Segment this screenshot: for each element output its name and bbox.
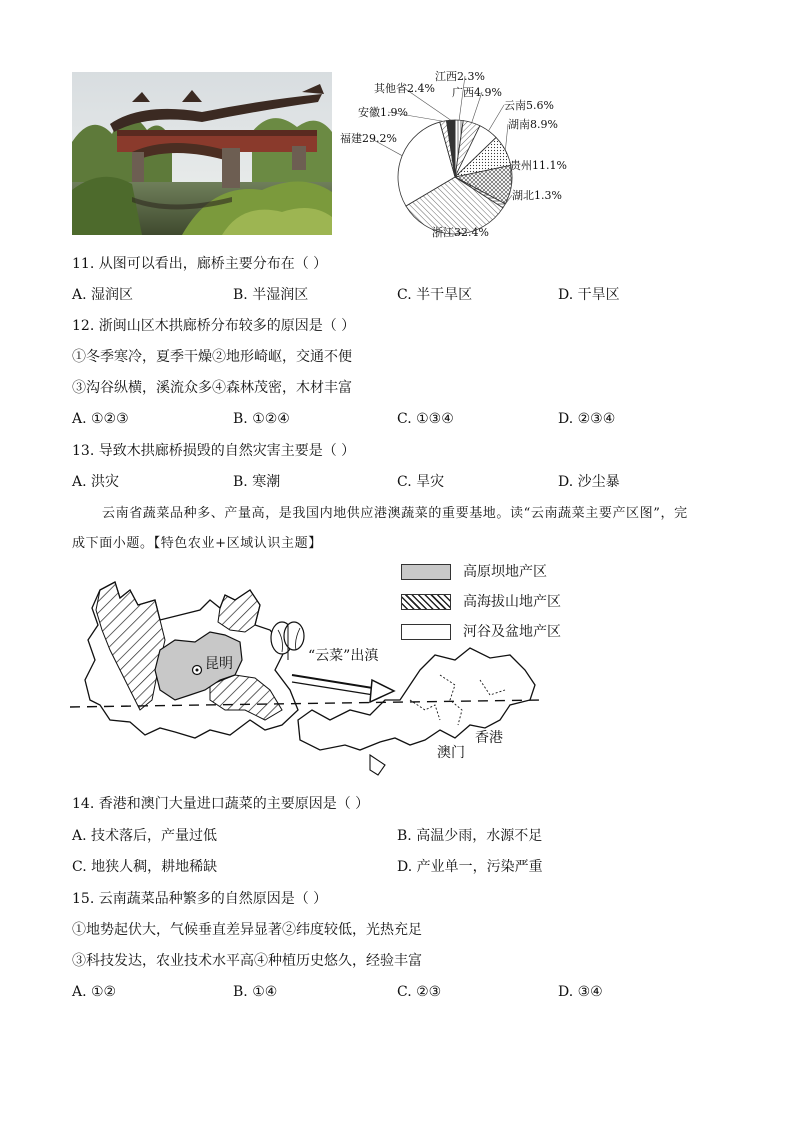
flow-arrow-head xyxy=(370,680,394,702)
q11-option-a[interactable]: A. 湿润区 xyxy=(72,287,134,303)
q11-option-d[interactable]: D. 干旱区 xyxy=(558,287,620,303)
pie-label: 福建29.2% xyxy=(340,132,397,145)
q13-option-a[interactable]: A. 洪灾 xyxy=(72,474,120,490)
hongkong-label: 香港 xyxy=(475,730,503,746)
q14-option-c[interactable]: C. 地狭人稠，耕地稀缺 xyxy=(72,859,218,875)
pie-label: 贵州11.1% xyxy=(510,159,567,172)
legend-label-highland: 高海拔山地产区 xyxy=(463,594,561,610)
pie-label: 浙江32.4% xyxy=(432,226,489,239)
pie-label: 江西2.3% xyxy=(435,70,485,83)
q12-statement-2: ③沟谷纵横，溪流众多④森林茂密，木材丰富 xyxy=(72,380,352,396)
q12-option-d[interactable]: D. ②③④ xyxy=(558,411,616,427)
q11-option-b[interactable]: B. 半湿润区 xyxy=(233,287,309,303)
flow-label: “云菜”出滇 xyxy=(308,648,379,664)
pie-label: 其他省2.4% xyxy=(374,82,435,95)
province-pie-chart xyxy=(340,62,600,247)
pie-label: 安徽1.9% xyxy=(358,106,408,119)
q14-stem: 14. 香港和澳门大量进口蔬菜的主要原因是（ ） xyxy=(72,796,370,812)
q12-statement-1: ①冬季寒冷，夏季干燥②地形崎岖，交通不便 xyxy=(72,349,352,365)
q12-option-c[interactable]: C. ①③④ xyxy=(397,411,454,427)
q12-option-b[interactable]: B. ①②④ xyxy=(233,411,290,427)
pie-label: 广西4.9% xyxy=(452,86,502,99)
pie-label: 云南5.6% xyxy=(504,99,554,112)
q14-option-a[interactable]: A. 技术落后，产量过低 xyxy=(72,828,218,844)
highland-area-north xyxy=(218,590,260,632)
macau-label: 澳门 xyxy=(437,745,465,761)
intro-line-2: 成下面小题。【特色农业+区域认识主题】 xyxy=(72,536,322,551)
q14-option-b[interactable]: B. 高温少雨，水源不足 xyxy=(397,828,543,844)
q15-option-a[interactable]: A. ①② xyxy=(72,984,117,1000)
yunnan-vegetable-map xyxy=(60,560,560,790)
q15-stem: 15. 云南蔬菜品种繁多的自然原因是（ ） xyxy=(72,891,328,907)
q15-option-d[interactable]: D. ③④ xyxy=(558,984,603,1000)
bridge-photo xyxy=(72,72,332,235)
q15-statement-2: ③科技发达，农业技术水平高④种植历史悠久，经验丰富 xyxy=(72,953,422,969)
q13-stem: 13. 导致木拱廊桥损毁的自然灾害主要是（ ） xyxy=(72,443,356,459)
q15-option-c[interactable]: C. ②③ xyxy=(397,984,442,1000)
legend-label-valley: 河谷及盆地产区 xyxy=(463,624,561,640)
q13-option-d[interactable]: D. 沙尘暴 xyxy=(558,474,620,490)
kunming-label: 昆明 xyxy=(205,656,233,672)
q11-option-c[interactable]: C. 半干旱区 xyxy=(397,287,473,303)
pie-label: 湖北1.3% xyxy=(512,189,562,202)
q15-statement-1: ①地势起伏大，气候垂直差异显著②纬度较低，光热充足 xyxy=(72,922,422,938)
q13-option-b[interactable]: B. 寒潮 xyxy=(233,474,281,490)
q15-option-b[interactable]: B. ①④ xyxy=(233,984,278,1000)
q13-option-c[interactable]: C. 旱灾 xyxy=(397,474,445,490)
pie-slices xyxy=(398,120,512,234)
pie-leader-line xyxy=(489,105,504,131)
q14-option-d[interactable]: D. 产业单一，污染严重 xyxy=(397,859,543,875)
legend-label-plateau: 高原坝地产区 xyxy=(463,564,547,580)
q12-option-a[interactable]: A. ①②③ xyxy=(72,411,129,427)
q11-stem: 11. 从图可以看出，廊桥主要分布在（ ） xyxy=(72,256,328,272)
q12-stem: 12. 浙闽山区木拱廊桥分布较多的原因是（ ） xyxy=(72,318,356,334)
intro-line-1: 云南省蔬菜品种多、产量高，是我国内地供应港澳蔬菜的重要基地。读“云南蔬菜主要产区图”，完 xyxy=(102,506,688,521)
pie-label: 湖南8.9% xyxy=(508,118,558,131)
